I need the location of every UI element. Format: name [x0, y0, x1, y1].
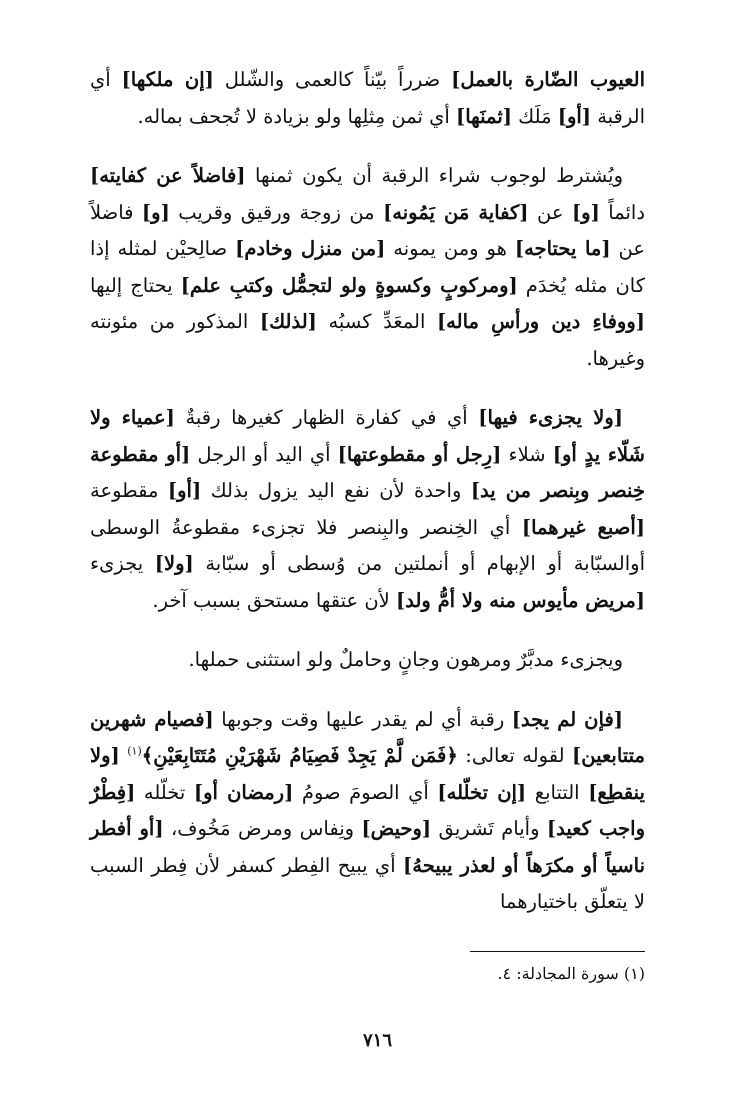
bracketed-term: [عمياء ولا شَلّاء يدٍ أو]	[90, 406, 645, 466]
paragraph-4	[90, 642, 645, 679]
bracketed-term: [أو]	[557, 104, 592, 128]
commentary-text: يحتاج إليها	[90, 273, 181, 297]
bracketed-term: [فِطْرٌ واجب كعيد]	[90, 780, 645, 840]
commentary-text: أي ثمن مِثلِها ولو بزيادة لا تُجحف بماله.	[137, 104, 457, 128]
commentary-text: رقبة أي لم يقدر عليها وقت وجوبها	[213, 707, 512, 731]
footnote	[245, 962, 645, 986]
commentary-text: مقطوعة	[90, 479, 168, 502]
commentary-text: المذكور من مئونته وغيرها.	[90, 310, 645, 370]
commentary-text: أي الخِنصر والبِنصر فلا تجزىء مقطوعةُ الوسطى أوالسبّابة أو الإبهام أو أنملتين من وُسطى أو سبّابة	[90, 515, 645, 575]
footnote-reference: (١)	[127, 744, 142, 758]
paragraph-1	[90, 62, 645, 135]
bracketed-term: [إن تخلّله]	[437, 780, 527, 804]
bracketed-term: [فصيام شهرين متتابعين]	[90, 707, 645, 767]
bracketed-term: [فاضلاً عن كفايته]	[90, 164, 246, 187]
bracketed-term: [ولا]	[154, 552, 194, 575]
bracketed-term: [من منزل وخادم]	[235, 237, 386, 260]
footnote-text: سورة المجادلة: ٤.	[497, 964, 624, 983]
commentary-text: هو ومن يمونه	[385, 237, 515, 260]
commentary-text: واحدة لأن نفع اليد يزول بذلك	[201, 479, 471, 502]
bracketed-term: [فإن لم يجد]	[511, 707, 623, 731]
bracketed-term: [أصبع غيرهما]	[521, 515, 646, 539]
quran-verse: ﴿فَمَن لَّمْ يَجِدْ فَصِيَامُ شَهْرَيْنِ مُتَتَابِعَيْنِ﴾	[141, 744, 458, 767]
commentary-text: ونِفاس ومرض مَخُوف،	[163, 817, 362, 840]
bracketed-term: [وحيض]	[361, 817, 432, 840]
commentary-text: فاضلاً عن	[90, 200, 645, 260]
bracketed-term: [ومركوبٍ وكسوةٍ ولو لتجمُّل وكتبِ علم]	[180, 273, 518, 297]
paragraph-2	[90, 158, 645, 377]
commentary-text: لقوله تعالى:	[457, 744, 573, 767]
bracketed-term: [ثمنَها]	[456, 104, 512, 128]
paragraph-3	[90, 400, 645, 619]
commentary-text: المعَدِّ كسبُه	[316, 310, 437, 333]
commentary-text: أي في كفارة الظهار كغيرها رقبةٌ	[174, 406, 479, 429]
bracketed-term: [و]	[571, 200, 600, 224]
bracketed-term: [رِجل أو مقطوعتها]	[337, 442, 502, 466]
commentary-text: لأن عتقها مستحق بسبب آخر.	[152, 588, 396, 612]
commentary-text: عن	[528, 200, 572, 224]
bracketed-term: [إن ملكها]	[121, 68, 214, 91]
commentary-text: أي الصومَ صومُ	[293, 780, 438, 804]
bracketed-term: [أو أفطر ناسياً أو مكرَهاً أو لعذر يبيحهُ]	[90, 817, 645, 877]
commentary-text: أي اليد أو الرجل	[190, 442, 338, 466]
commentary-text: التتابع	[526, 780, 589, 804]
bracketed-term: [أو]	[167, 479, 202, 502]
commentary-text: يجزىء	[90, 552, 155, 575]
paragraph-5	[90, 702, 645, 921]
commentary-text: شلاء	[501, 442, 553, 466]
bracketed-term: العيوب الضّارة بالعمل]	[451, 68, 645, 91]
bracketed-term: [أو مقطوعة خِنصر وبِنصر من يد]	[90, 442, 645, 502]
bracketed-term: [ولا يجزىء فيها]	[478, 406, 623, 429]
bracketed-term: [مريض مأيوس منه ولا أمُّ ولد]	[395, 588, 645, 612]
commentary-text: وأيام تَشريق	[431, 817, 547, 840]
commentary-text: تخلّله	[135, 780, 194, 804]
commentary-text: من زوجة ورقيق وقريب	[169, 200, 384, 224]
bracketed-term: [ووفاءِ دين ورأسِ ماله]	[436, 310, 645, 333]
bracketed-term: [ولا ينقطِع]	[90, 744, 645, 804]
bracketed-term: [رمضان أو]	[193, 780, 294, 804]
page-number: ٧١٦	[362, 1030, 392, 1051]
bracketed-term: [كفاية مَن يَمُونه]	[383, 200, 529, 224]
bracketed-term: [ما يحتاجه]	[514, 237, 611, 260]
commentary-text: ضرراً بيّناً كالعمى والشّلل	[213, 68, 452, 91]
commentary-text: ويجزىء مدبَّرٌ ومرهون وجانٍ وحاملٌ ولو استثنى حملها.	[188, 648, 623, 671]
commentary-text: مَلَك	[511, 104, 558, 128]
bracketed-term: [و]	[141, 200, 170, 224]
footnote-marker: (١)	[623, 964, 645, 983]
bracketed-term: [لذلك]	[259, 310, 317, 333]
commentary-text: أي يبيح الفِطر كسفر لأن فِطر السبب لا يتعلّق باختيارهما	[90, 853, 645, 913]
page-body	[90, 62, 645, 921]
commentary-text: أي الرقبة	[90, 68, 645, 128]
footnote-divider	[470, 951, 645, 952]
commentary-text: صالِحيْن لمثله إذا كان مثله يُخدَم	[90, 237, 645, 297]
commentary-text: دائماً	[599, 200, 646, 224]
commentary-text: ويُشترط لوجوب شراء الرقبة أن يكون ثمنها	[245, 164, 623, 187]
